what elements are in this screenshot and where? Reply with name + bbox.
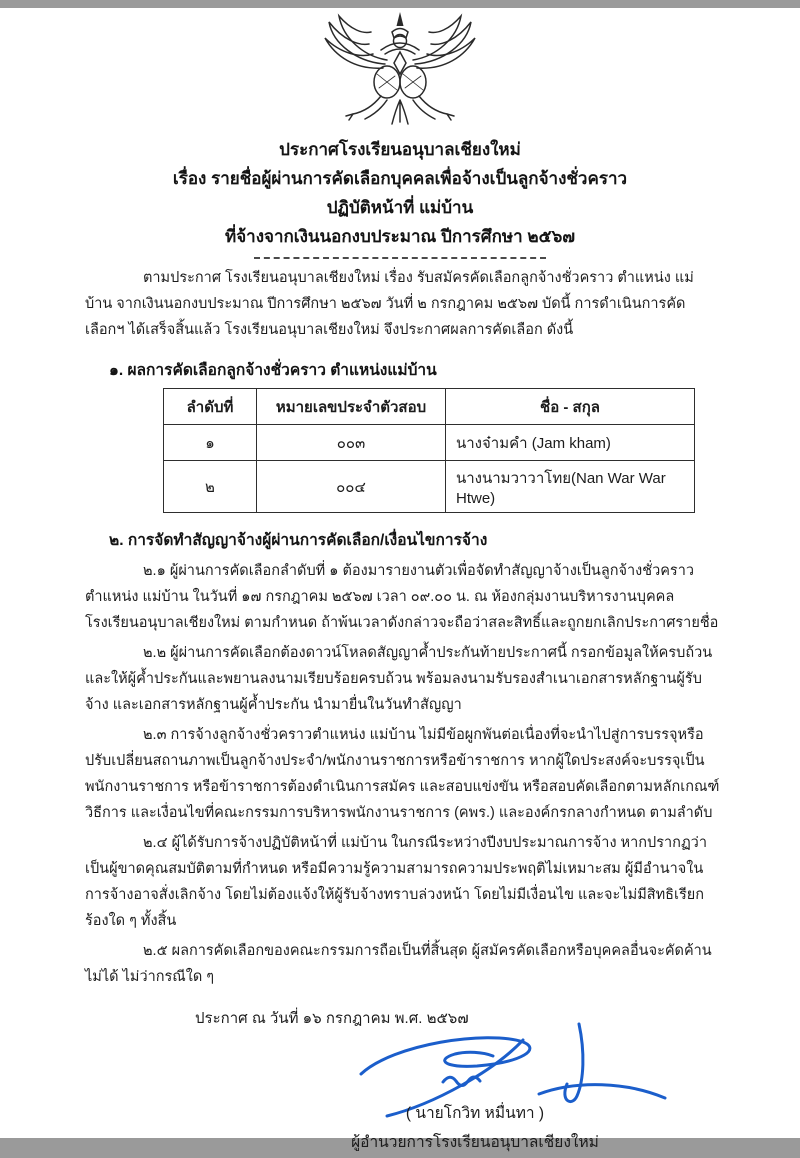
document-title-block [0,135,800,251]
signer-name: ( นายโกวิท หมื่นทา ) [405,1105,545,1122]
intro-paragraph: ตามประกาศ โรงเรียนอนุบาลเชียงใหม่ เรื่อง รับสมัครคัดเลือกลูกจ้างชั่วคราว ตำแหน่ง แม่บ้าน จากเงินนอกงบประมาณ ปีการศึกษา ๒๕๖๗ วันที่ ๒ กรกฎาคม ๒๕๖๗ บัดนี้ การดำเนินการคัดเลือกฯ ได้เสร็จสิ้นแล้ว โรงเรียนอนุบาลเชียงใหม่ จึงประกาศผลการคัดเลือก ดังนี้ [85,270,694,338]
cell-name: นางจ๋ามคำ (Jam kham) [446,425,695,461]
cell-rank: ๒ [164,461,257,513]
garuda-emblem-icon [315,8,485,126]
signer-title: ผู้อำนวยการโรงเรียนอนุบาลเชียงใหม่ [351,1134,599,1151]
cell-exam-number: ๐๐๓ [257,425,446,461]
title-line-1: ประกาศโรงเรียนอนุบาลเชียงใหม่ [279,140,521,159]
clause-2-2: ๒.๒ ผู้ผ่านการคัดเลือกต้องดาวน์โหลดสัญญาค้ำประกันท้ายประกาศนี้ กรอกข้อมูลให้ครบถ้วนและให้ผู้ค้ำประกันและพยานลงนามเรียบร้อยครบถ้วน พร้อมลงนามรับรองสำเนาเอกสารหลักฐานผู้รับจ้าง และเอกสารหลักฐานผู้ค้ำประกัน นำมายื่นในวันทำสัญญา [85,645,713,713]
section2-heading: ๒. การจัดทำสัญญาจ้างผู้ผ่านการคัดเลือก/เงื่อนไขการจ้าง [109,532,488,549]
clause-2-4: ๒.๔ ผู้ได้รับการจ้างปฏิบัติหน้าที่ แม่บ้าน ในกรณีระหว่างปีงบประมาณการจ้าง หากปรากฏว่าเป็นผู้ขาดคุณสมบัติตามที่กำหนด หรือมีความรู้ความสามารถความประพฤติไม่เหมาะสม ผู้มีอำนาจในการจ้างอาจสั่งเลิกจ้าง โดยไม่ต้องแจ้งให้ผู้รับจ้างทราบล่วงหน้า โดยไม่มีเงื่อนไข และจะไม่มีสิทธิเรียกร้องใด ๆ ทั้งสิ้น [85,835,707,929]
table-row [164,425,695,461]
cell-rank: ๑ [164,425,257,461]
issued-date-line: ประกาศ ณ วันที่ ๑๖ กรกฎาคม พ.ศ. ๒๕๖๗ [195,1010,469,1027]
title-line-3: ปฏิบัติหน้าที่ แม่บ้าน [326,198,474,217]
header-name: ชื่อ - สกุล [446,389,695,425]
header-exam-number: หมายเลขประจำตัวสอบ [257,389,446,425]
title-line-4: ที่จ้างจากเงินนอกงบประมาณ ปีการศึกษา ๒๕๖๗ [224,227,576,246]
garuda-emblem [0,8,800,131]
clause-2-5: ๒.๕ ผลการคัดเลือกของคณะกรรมการถือเป็นที่สิ้นสุด ผู้สมัครคัดเลือกหรือบุคคลอื่นจะคัดค้านไม่ได้ ไม่ว่ากรณีใด ๆ [85,943,712,985]
separator-line [254,257,546,259]
section1-heading: ๑. ผลการคัดเลือกลูกจ้างชั่วคราว ตำแหน่งแม่บ้าน [109,362,437,379]
header-rank: ลำดับที่ [164,389,257,425]
cell-exam-number: ๐๐๔ [257,461,446,513]
document-body [0,265,800,1158]
title-line-2: เรื่อง รายชื่อผู้ผ่านการคัดเลือกบุคคลเพื่อจ้างเป็นลูกจ้างชั่วคราว [172,169,628,188]
announcement-page [0,8,800,1151]
clause-2-3: ๒.๓ การจ้างลูกจ้างชั่วคราวตำแหน่ง แม่บ้าน ไม่มีข้อผูกพันต่อเนื่องที่จะนำไปสู่การบรรจุหรือปรับเปลี่ยนสถานภาพเป็นลูกจ้างประจำ/พนักงานราชการหรือข้าราชการ หากผู้ใดประสงค์จะบรรจุเป็นพนักงานราชการ หรือข้าราชการต้องดำเนินการสมัคร และสอบแข่งขัน หรือสอบคัดเลือกตามหลักเกณฑ์ วิธีการ และเงื่อนไขที่คณะกรรมการบริหารพนักงานราชการ (คพร.) และองค์กรกลางกำหนด ตามลำดับ [85,727,720,821]
cell-name: นางนามวาวาโทย(Nan War War Htwe) [446,461,695,513]
signature-block [85,1032,720,1158]
table-row [164,461,695,513]
table-header-row [164,389,695,425]
results-table [163,388,695,513]
clause-2-1: ๒.๑ ผู้ผ่านการคัดเลือกลำดับที่ ๑ ต้องมารายงานตัวเพื่อจัดทำสัญญาจ้างเป็นลูกจ้างชั่วคราว ตำแหน่ง แม่บ้าน ในวันที่ ๑๗ กรกฎาคม ๒๕๖๗ เวลา ๐๙.๐๐ น. ณ ห้องกลุ่มงานบริหารงานบุคคล โรงเรียนอนุบาลเชียงใหม่ ตามกำหนด ถ้าพ้นเวลาดังกล่าวจะถือว่าสละสิทธิ์และถูกยกเลิกประกาศรายชื่อ [85,563,719,631]
